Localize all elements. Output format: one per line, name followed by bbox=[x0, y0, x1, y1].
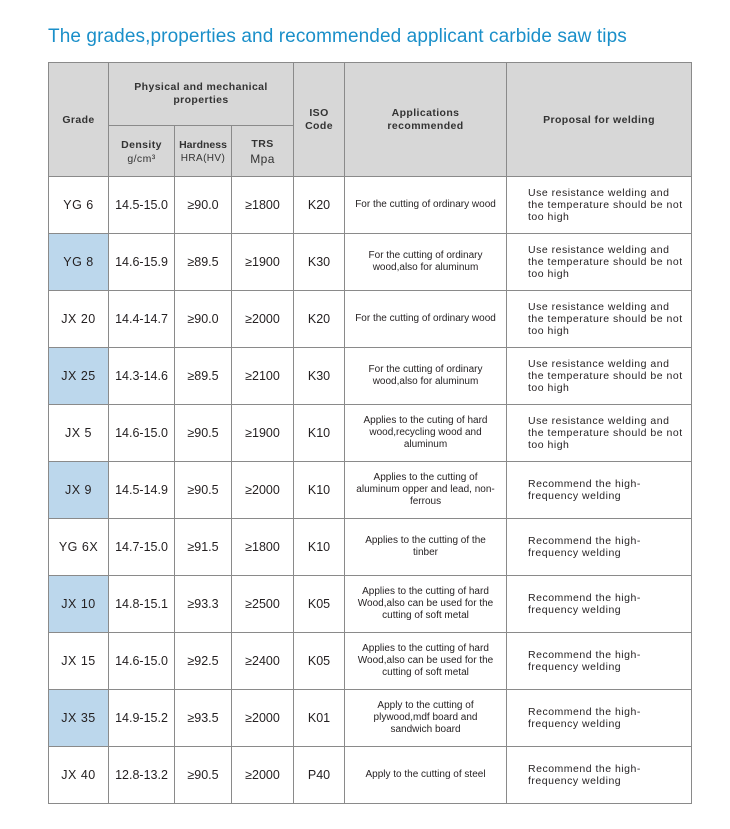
density-cell: 12.8-13.2 bbox=[109, 747, 175, 804]
iso-code-cell: K10 bbox=[294, 405, 345, 462]
welding-cell bbox=[507, 690, 692, 747]
trs-cell: ≥1900 bbox=[232, 234, 294, 291]
welding-text: Use resistance welding and the temperature should be not too high bbox=[528, 187, 683, 223]
table-row bbox=[49, 576, 692, 633]
welding-text: Use resistance welding and the temperature should be not too high bbox=[528, 244, 683, 280]
welding-cell bbox=[507, 348, 692, 405]
application-text: Apply to the cutting of plywood,mdf board and sandwich board bbox=[373, 700, 478, 735]
welding-cell bbox=[507, 291, 692, 348]
hardness-cell: ≥90.5 bbox=[175, 462, 232, 519]
trs-cell: ≥2000 bbox=[232, 462, 294, 519]
hardness-cell: ≥90.0 bbox=[175, 177, 232, 234]
density-cell: 14.9-15.2 bbox=[109, 690, 175, 747]
header-trs bbox=[232, 126, 294, 177]
application-cell bbox=[345, 633, 507, 690]
table-row bbox=[49, 348, 692, 405]
welding-text: Recommend the high-frequency welding bbox=[528, 478, 641, 502]
welding-cell bbox=[507, 747, 692, 804]
grade-cell: JX 10 bbox=[49, 576, 109, 633]
application-cell bbox=[345, 576, 507, 633]
table-row bbox=[49, 633, 692, 690]
application-cell bbox=[345, 519, 507, 576]
grade-cell: YG 6 bbox=[49, 177, 109, 234]
table-row bbox=[49, 234, 692, 291]
iso-code-cell: P40 bbox=[294, 747, 345, 804]
trs-cell: ≥1800 bbox=[232, 519, 294, 576]
hardness-cell: ≥93.5 bbox=[175, 690, 232, 747]
density-cell: 14.3-14.6 bbox=[109, 348, 175, 405]
welding-cell bbox=[507, 519, 692, 576]
table-row bbox=[49, 291, 692, 348]
welding-text: Recommend the high-frequency welding bbox=[528, 706, 641, 730]
welding-text: Use resistance welding and the temperature should be not too high bbox=[528, 415, 683, 451]
hardness-cell: ≥90.5 bbox=[175, 747, 232, 804]
welding-cell bbox=[507, 633, 692, 690]
density-cell: 14.4-14.7 bbox=[109, 291, 175, 348]
grade-cell: JX 40 bbox=[49, 747, 109, 804]
application-cell bbox=[345, 291, 507, 348]
application-cell bbox=[345, 348, 507, 405]
iso-code-cell: K05 bbox=[294, 633, 345, 690]
grade-cell: JX 35 bbox=[49, 690, 109, 747]
header-density bbox=[109, 126, 175, 177]
welding-cell bbox=[507, 576, 692, 633]
application-text: For the cutting of ordinary wood bbox=[355, 313, 496, 324]
hardness-cell: ≥90.5 bbox=[175, 405, 232, 462]
density-cell: 14.5-15.0 bbox=[109, 177, 175, 234]
welding-cell bbox=[507, 177, 692, 234]
header-hardness bbox=[175, 126, 232, 177]
welding-text: Use resistance welding and the temperature should be not too high bbox=[528, 358, 683, 394]
trs-cell: ≥2000 bbox=[232, 690, 294, 747]
table-row bbox=[49, 519, 692, 576]
header-welding: Proposal for welding bbox=[507, 63, 692, 177]
page-title: The grades,properties and recommended applicant carbide saw tips bbox=[48, 26, 627, 47]
header-density-unit: g/cm³ bbox=[127, 152, 156, 165]
trs-cell: ≥2000 bbox=[232, 291, 294, 348]
grade-cell: JX 9 bbox=[49, 462, 109, 519]
welding-cell bbox=[507, 234, 692, 291]
hardness-cell: ≥89.5 bbox=[175, 234, 232, 291]
grade-cell: JX 25 bbox=[49, 348, 109, 405]
header-hardness-label: Hardness bbox=[179, 139, 227, 151]
welding-text: Use resistance welding and the temperature should be not too high bbox=[528, 301, 683, 337]
header-hardness-unit: HRA(HV) bbox=[180, 153, 226, 164]
application-cell bbox=[345, 405, 507, 462]
application-cell bbox=[345, 747, 507, 804]
hardness-cell: ≥89.5 bbox=[175, 348, 232, 405]
grade-cell: JX 15 bbox=[49, 633, 109, 690]
hardness-cell: ≥90.0 bbox=[175, 291, 232, 348]
header-applications-label: Applications recommended bbox=[387, 106, 464, 132]
density-cell: 14.6-15.0 bbox=[109, 633, 175, 690]
welding-text: Recommend the high-frequency welding bbox=[528, 763, 641, 787]
header-trs-label: TRS bbox=[251, 137, 274, 150]
header-iso-line1: ISO bbox=[309, 106, 329, 119]
header-density-label: Density bbox=[121, 138, 162, 151]
application-text: Applies to the cuting of hard wood,recycling wood and aluminum bbox=[363, 415, 488, 450]
welding-text: Recommend the high-frequency welding bbox=[528, 535, 641, 559]
iso-code-cell: K20 bbox=[294, 291, 345, 348]
density-cell: 14.5-14.9 bbox=[109, 462, 175, 519]
iso-code-cell: K30 bbox=[294, 348, 345, 405]
header-physical-properties bbox=[109, 63, 294, 126]
iso-code-cell: K30 bbox=[294, 234, 345, 291]
welding-cell bbox=[507, 405, 692, 462]
application-text: Applies to the cutting of hard Wood,also can be used for the cutting of soft metal bbox=[357, 643, 494, 678]
hardness-cell: ≥92.5 bbox=[175, 633, 232, 690]
table-row bbox=[49, 690, 692, 747]
grade-cell: YG 6X bbox=[49, 519, 109, 576]
grade-cell: YG 8 bbox=[49, 234, 109, 291]
header-physical-label: Physical and mechanical properties bbox=[134, 81, 268, 106]
trs-cell: ≥2000 bbox=[232, 747, 294, 804]
application-cell bbox=[345, 177, 507, 234]
header-grade: Grade bbox=[49, 63, 109, 177]
application-cell bbox=[345, 462, 507, 519]
trs-cell: ≥2400 bbox=[232, 633, 294, 690]
carbide-grades-table bbox=[48, 62, 692, 804]
header-iso-line2: Code bbox=[305, 119, 333, 132]
trs-cell: ≥1800 bbox=[232, 177, 294, 234]
application-text: For the cutting of ordinary wood,also for aluminum bbox=[368, 250, 483, 273]
iso-code-cell: K10 bbox=[294, 519, 345, 576]
iso-code-cell: K20 bbox=[294, 177, 345, 234]
header-applications bbox=[345, 63, 507, 177]
application-text: Applies to the cutting of hard Wood,also can be used for the cutting of soft metal bbox=[357, 586, 494, 621]
iso-code-cell: K05 bbox=[294, 576, 345, 633]
header-iso-code bbox=[294, 63, 345, 177]
trs-cell: ≥2500 bbox=[232, 576, 294, 633]
application-text: For the cutting of ordinary wood bbox=[355, 199, 496, 210]
trs-cell: ≥1900 bbox=[232, 405, 294, 462]
grade-cell: JX 20 bbox=[49, 291, 109, 348]
hardness-cell: ≥93.3 bbox=[175, 576, 232, 633]
application-text: For the cutting of ordinary wood,also for aluminum bbox=[368, 364, 483, 387]
application-text: Apply to the cutting of steel bbox=[365, 769, 486, 780]
welding-text: Recommend the high-frequency welding bbox=[528, 592, 641, 616]
grade-cell: JX 5 bbox=[49, 405, 109, 462]
table-row bbox=[49, 462, 692, 519]
density-cell: 14.6-15.9 bbox=[109, 234, 175, 291]
application-cell bbox=[345, 234, 507, 291]
application-text: Applies to the cutting of the tinber bbox=[365, 535, 486, 558]
header-trs-unit: Mpa bbox=[250, 151, 275, 166]
iso-code-cell: K01 bbox=[294, 690, 345, 747]
table-row bbox=[49, 747, 692, 804]
welding-cell bbox=[507, 462, 692, 519]
trs-cell: ≥2100 bbox=[232, 348, 294, 405]
density-cell: 14.6-15.0 bbox=[109, 405, 175, 462]
iso-code-cell: K10 bbox=[294, 462, 345, 519]
density-cell: 14.8-15.1 bbox=[109, 576, 175, 633]
application-text: Applies to the cutting of aluminum opper and lead, non-ferrous bbox=[356, 472, 495, 507]
density-cell: 14.7-15.0 bbox=[109, 519, 175, 576]
application-cell bbox=[345, 690, 507, 747]
table-row bbox=[49, 177, 692, 234]
table-row bbox=[49, 405, 692, 462]
hardness-cell: ≥91.5 bbox=[175, 519, 232, 576]
welding-text: Recommend the high-frequency welding bbox=[528, 649, 641, 673]
